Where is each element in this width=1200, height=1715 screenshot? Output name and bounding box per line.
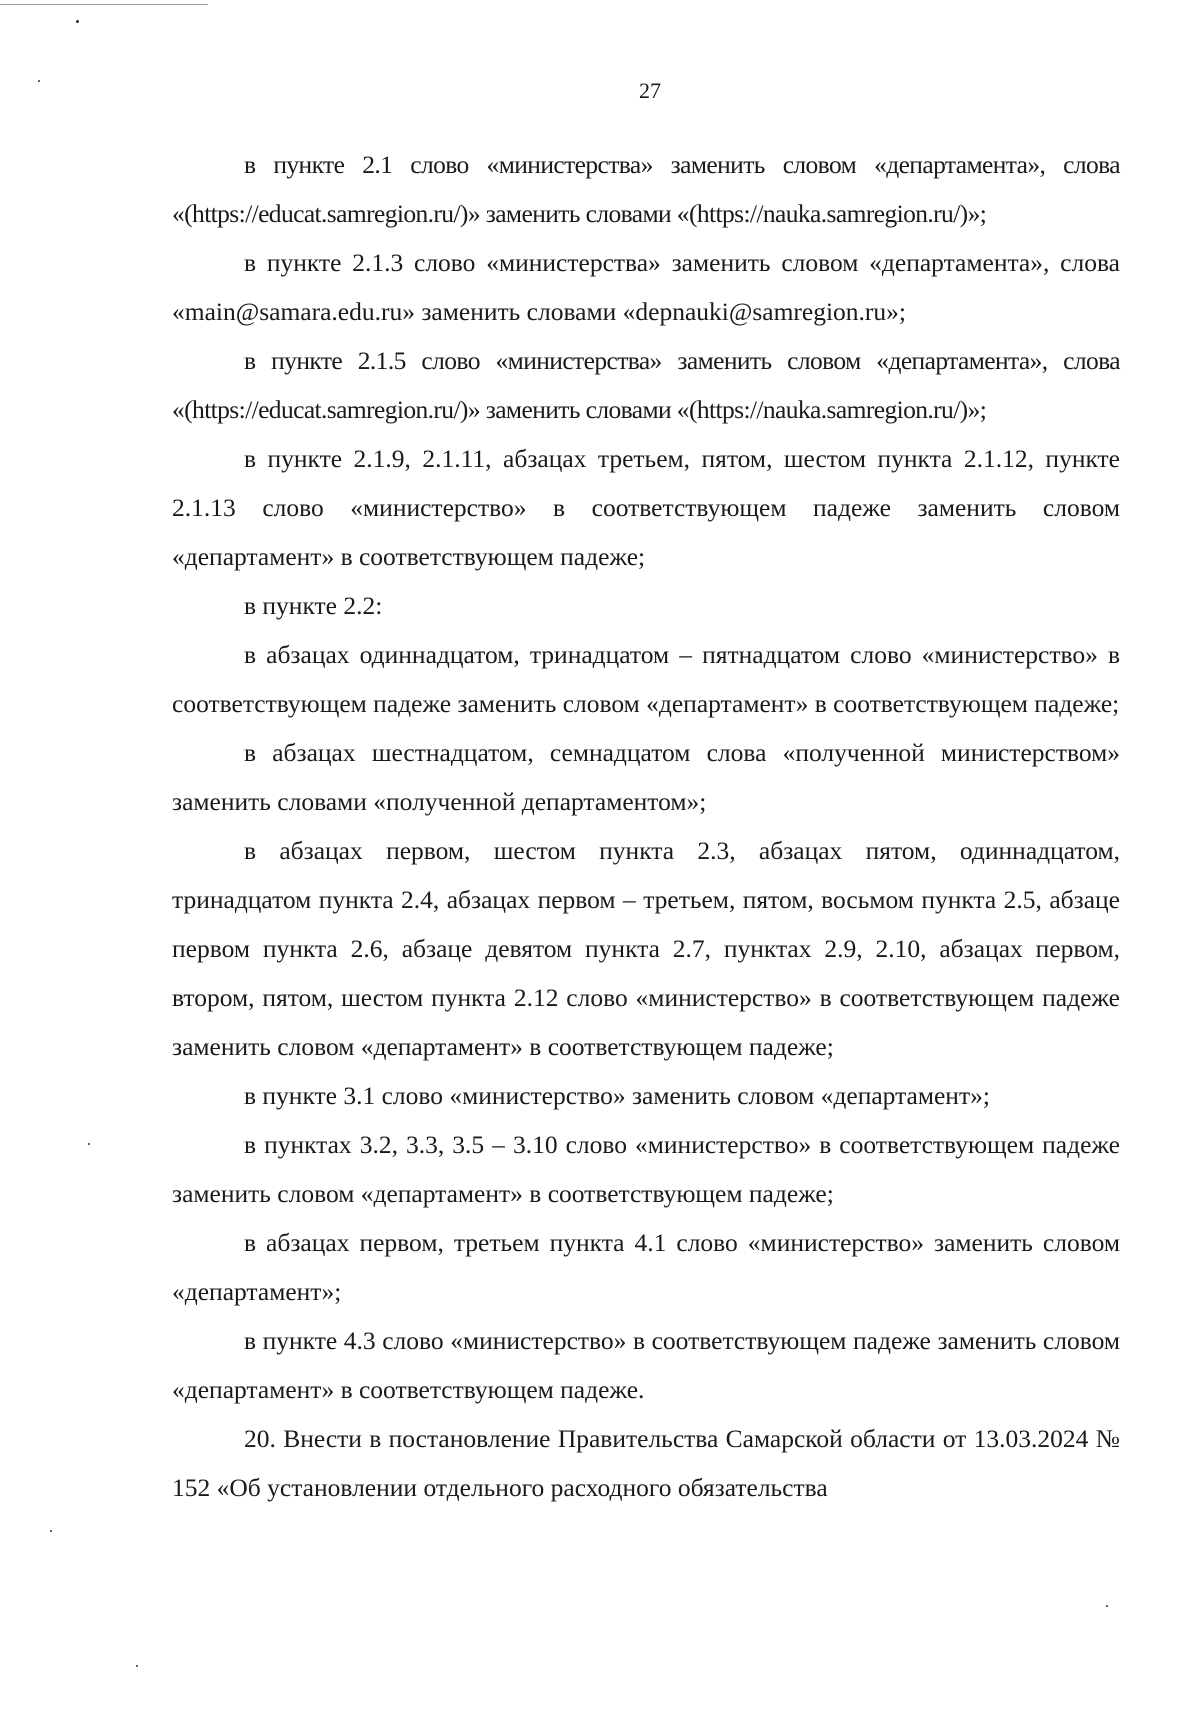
paragraph-5: в пункте 2.2:	[244, 591, 383, 620]
scan-speck	[38, 80, 40, 82]
paragraph-3: в пункте 2.1.5 слово «министерства» заменить словом «департамента», слова «(https://educat.samregion.ru/)» заменить словами «(https://nauka.samregion.ru/)»;	[172, 346, 1120, 424]
scan-speck	[76, 20, 79, 23]
scan-speck	[1106, 1605, 1108, 1607]
paragraph-7: в абзацах шестнадцатом, семнадцатом слова «полученной министерством» заменить словами «полученной департаментом»;	[172, 738, 1120, 816]
paragraph-13: 20. Внести в постановление Правительства Самарской области от 13.03.2024 № 152 «Об установлении отдельного расходного обязательства	[172, 1424, 1120, 1502]
paragraph-12: в пункте 4.3 слово «министерство» в соответствующем падеже заменить словом «департамент» в соответствующем падеже.	[172, 1326, 1120, 1404]
document-body	[172, 140, 1120, 1512]
scan-speck	[88, 1143, 90, 1145]
paragraph-9: в пункте 3.1 слово «министерство» заменить словом «департамент»;	[244, 1081, 990, 1110]
paragraph-6: в абзацах одиннадцатом, тринадцатом – пятнадцатом слово «министерство» в соответствующем падеже заменить словом «департамент» в соответствующем падеже;	[172, 640, 1120, 718]
scan-speck	[50, 1530, 52, 1532]
scan-speck	[136, 1665, 138, 1667]
paragraph-8: в абзацах первом, шестом пункта 2.3, абзацах пятом, одиннадцатом, тринадцатом пункта 2.4, абзацах первом – третьем, пятом, восьмом пункта 2.5, абзаце первом пункта 2.6, абзаце девятом пункта 2.7, пунктах 2.9, 2.10, абзацах первом, втором, пятом, шестом пункта 2.12 слово «министерство» в соответствующем падеже заменить словом «департамент» в соответствующем падеже;	[172, 836, 1120, 1061]
scan-edge-line	[0, 4, 208, 5]
paragraph-2: в пункте 2.1.3 слово «министерства» заменить словом «департамента», слова «main@samara.edu.ru» заменить словами «depnauki@samregion.ru»;	[172, 248, 1120, 326]
page-number: 27	[639, 78, 661, 103]
paragraph-1: в пункте 2.1 слово «министерства» заменить словом «департамента», слова «(https://educat.samregion.ru/)» заменить словами «(https://nauka.samregion.ru/)»;	[172, 150, 1120, 228]
paragraph-4: в пункте 2.1.9, 2.1.11, абзацах третьем, пятом, шестом пункта 2.1.12, пункте 2.1.13 слово «министерство» в соответствующем падеже заменить словом «департамент» в соответствующем падеже;	[172, 444, 1120, 571]
paragraph-10: в пунктах 3.2, 3.3, 3.5 – 3.10 слово «министерство» в соответствующем падеже заменить словом «департамент» в соответствующем падеже;	[172, 1130, 1120, 1208]
paragraph-11: в абзацах первом, третьем пункта 4.1 слово «министерство» заменить словом «департамент»;	[172, 1228, 1120, 1306]
